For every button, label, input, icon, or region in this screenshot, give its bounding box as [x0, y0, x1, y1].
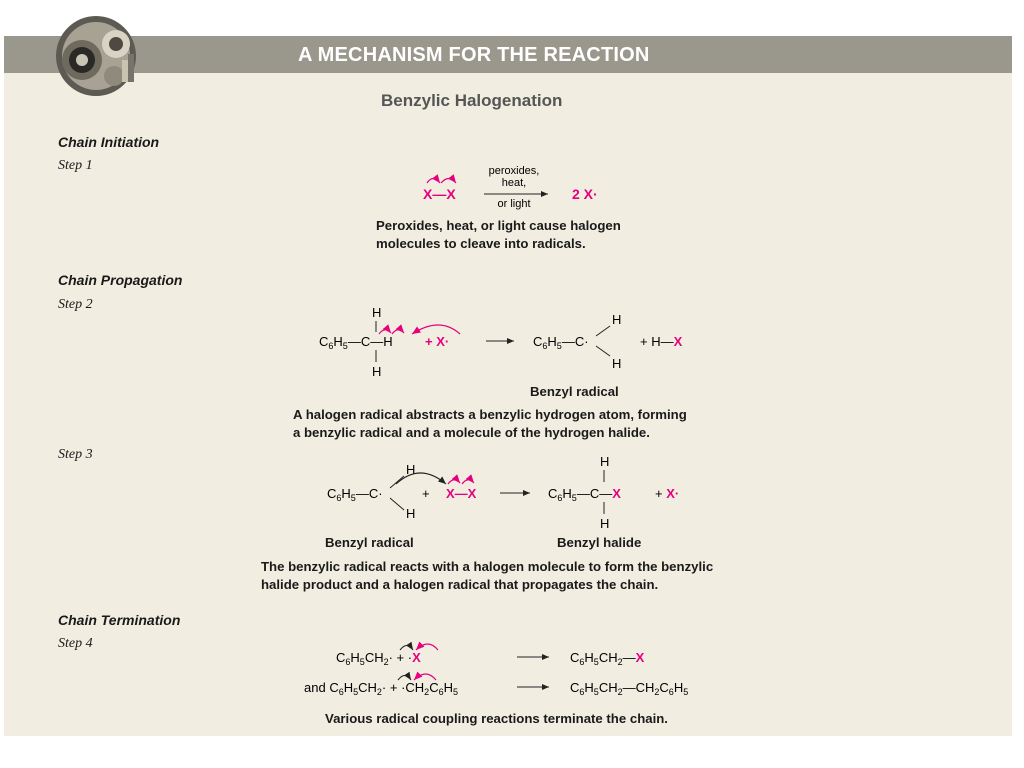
svg-text:C6H5—C—H: $C_6H_5—C—H$ — [319, 334, 393, 351]
step-3-caption-line-1: The benzylic radical reacts with a halogen molecule to form the benzylic — [261, 559, 714, 574]
svg-text:+: + — [422, 486, 430, 501]
arrow-condition-heat: heat, — [501, 177, 527, 189]
svg-text:H: H — [600, 454, 610, 469]
step-3-caption-line-2: halide product and a halogen radical that propagates the chain. — [261, 577, 659, 592]
step-3-equation — [327, 454, 679, 531]
halogen-radical-product: 2 X· — [572, 186, 598, 202]
banner-title: A MECHANISM FOR THE REACTION — [298, 44, 650, 66]
and-label: and — [304, 680, 326, 695]
svg-text:H: H — [372, 364, 382, 379]
step-2-caption-line-1: A halogen radical abstracts a benzylic hydrogen atom, forming — [293, 407, 687, 422]
step-4-equation — [304, 644, 688, 697]
step-2-caption-line-2: a benzylic radical and a molecule of the hydrogen halide. — [293, 425, 650, 440]
chain-propagation-heading: Chain Propagation — [58, 272, 183, 288]
svg-text:H: H — [406, 462, 416, 477]
svg-text:C6H5—C—X: $C_6H_5—C—X$ — [548, 486, 621, 503]
svg-text:H: H — [612, 356, 622, 371]
arrow-condition-light: or light — [497, 198, 531, 210]
svg-text:H: H — [612, 312, 622, 327]
step-4-caption: Various radical coupling reactions terminate the chain. — [325, 711, 668, 726]
step-1-equation — [423, 165, 598, 210]
svg-text:X—X: X—X — [446, 486, 477, 501]
step-3-label: Step 3 — [58, 447, 93, 462]
svg-text:and C6H5CH2· + ·CH2C6H5: and $C_6H_5CH_2\cdot + \cdot CH_2C_6H_5$ — [304, 680, 458, 697]
chain-termination-heading: Chain Termination — [58, 612, 181, 628]
svg-text:H: H — [372, 305, 382, 320]
benzyl-halide-label: Benzyl halide — [557, 535, 642, 550]
svg-text:H: H — [600, 516, 610, 531]
svg-text:+ H—X: + H—X — [640, 334, 683, 349]
step-4-label: Step 4 — [58, 636, 93, 651]
step-1-caption-line-1: Peroxides, heat, or light cause halogen — [376, 218, 621, 233]
svg-text:C6H5CH2—X: $C_6H_5CH_2—X$ — [570, 650, 645, 667]
svg-text:X—X: X—X — [423, 186, 456, 202]
step-3-benzyl-radical-label: Benzyl radical — [325, 535, 414, 550]
mechanism-subtitle: Benzylic Halogenation — [381, 91, 563, 110]
svg-text:C6H5—C·: $C_6H_5—C\cdot$ — [327, 486, 383, 503]
chain-initiation-heading: Chain Initiation — [58, 134, 160, 150]
benzyl-radical-label: Benzyl radical — [530, 384, 619, 399]
step-2-label: Step 2 — [58, 297, 93, 312]
arrow-condition-peroxides: peroxides, — [488, 165, 540, 177]
svg-text:C6H5—C·: $C_6H_5—C\cdot$ — [533, 334, 589, 351]
svg-text:+ X·: + X· — [425, 334, 450, 349]
step-2-equation — [319, 305, 683, 379]
step-1-caption-line-2: molecules to cleave into radicals. — [376, 236, 586, 251]
svg-text:+ X·: + X· — [655, 486, 680, 501]
svg-text:C6H5CH2· + ·X: $C_6H_5CH_2\cdot + \cdot X$ — [336, 650, 421, 667]
step-1-label: Step 1 — [58, 158, 93, 173]
svg-text:C6H5CH2—CH2C6H5: $C_6H_5CH_2—CH_2C_6H_5$ — [570, 680, 689, 697]
svg-text:H: H — [406, 506, 416, 521]
